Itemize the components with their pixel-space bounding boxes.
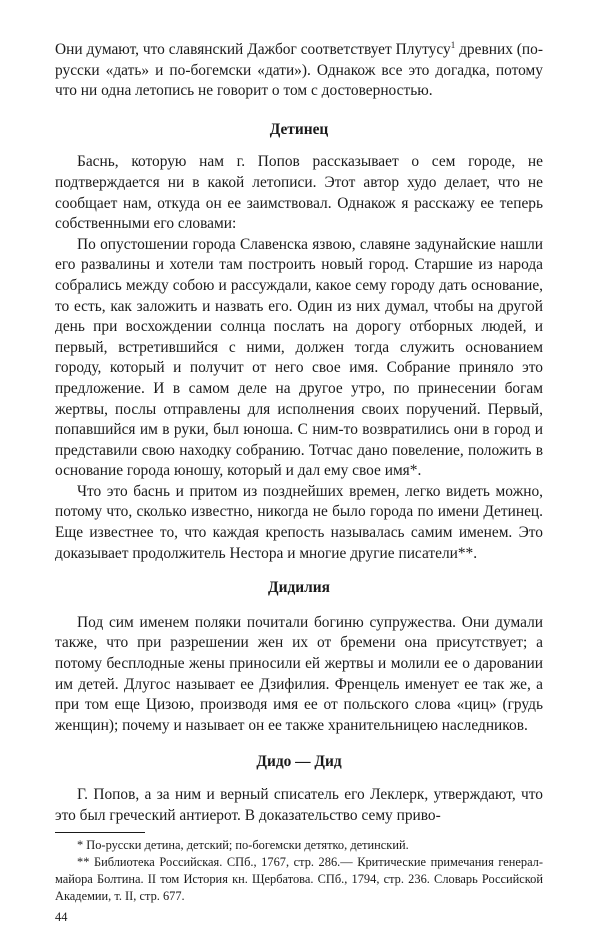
detinets-paragraph-2: По опустошении города Славенска язвою, славяне задунайские нашли его развалины и хотели там построить новый город. Старшие из народа собрались между собою и рассуждали, какое сему городу дать основание, то есть, как заложить и назвать его. Один из них думал, чтобы на другой день при восхождении солнца послать на дорогу отборных людей, и первый, встретившийся с ними, должен тогда служить основанием городу, который и получит от него свое имя. Собрание приняло это предложение. И в самом деле на другое утро, по принесении богам жертвы, послы отправлены для исполнения своих поручений. Первый, попавшийся им в руки, был юноша. С ним-то возвратились они в город и представили свою находку собранию. Тотчас дано повеление, положить в основание города юношу, который и дал ему свое имя*. (55, 235, 543, 480)
detinets-paragraph-1: Баснь, которую нам г. Попов рассказывает о сем городе, не подтверждается ни в какой летописи. Этот автор худо делает, что не сообщает нам, откуда он ее заимствовал. Однакож я расскажу ее теперь собственными его словами: (55, 153, 543, 233)
dido-paragraph-1: Г. Попов, а за ним и верный списатель его Леклерк, утверждают, что это был греческий антиерот. В доказательство сему приво- (55, 786, 543, 824)
footnote-divider (55, 832, 145, 833)
section-title-didiliya: Дидилия (268, 579, 330, 597)
footnote-marker: 1 (450, 40, 456, 50)
footnote-2: ** Библиотека Российская. СПб., 1767, стр. 286.— Критические примечания генерал-майора Болтина. II том История кн. Щербатова. СПб., 1794, стр. 236. Словарь Российской Академии, т. II, стр. 677. (55, 855, 543, 904)
intro-text-after: древних (по-русски «дать» и по-богемски «дати»). Однакож все это догадка, потому что ни одна летопись не говорит о том с достоверностью. (55, 41, 543, 100)
intro-text-before: Они думают, что славянский Дажбог соответствует Плутусу (55, 41, 451, 58)
didiliya-paragraph-1: Под сим именем поляки почитали богиню супружества. Они думали также, что при разрешении жен их от бремени она присутствует; а потому бесплодные жены приносили ей жертвы и молили ее о даровании им детей. Длугос называет ее Дзифилия. Френцель именует ее так же, а при том еще Цизою, производя имя ее от польского слова «циц» (грудь женщин); почему и называет он ее также хранительницею наследников. (55, 613, 543, 734)
section-title-detinets: Детинец (269, 120, 329, 138)
footnote-1: * По-русски детина, детский; по-богемски детятко, детинский. (77, 838, 409, 853)
detinets-paragraph-3: Что это баснь и притом из позднейших времен, легко видеть можно, потому что, сколько известно, никогда не было города по имени Детинец. Еще известнее то, что каждая крепость называлась самим именем. Это доказывает продолжитель Нестора и многие другие писатели**. (55, 482, 543, 562)
section-title-dido: Дидо — Дид (256, 753, 342, 771)
intro-paragraph (55, 40, 543, 102)
book-page (55, 40, 543, 926)
page-number: 44 (55, 910, 68, 925)
